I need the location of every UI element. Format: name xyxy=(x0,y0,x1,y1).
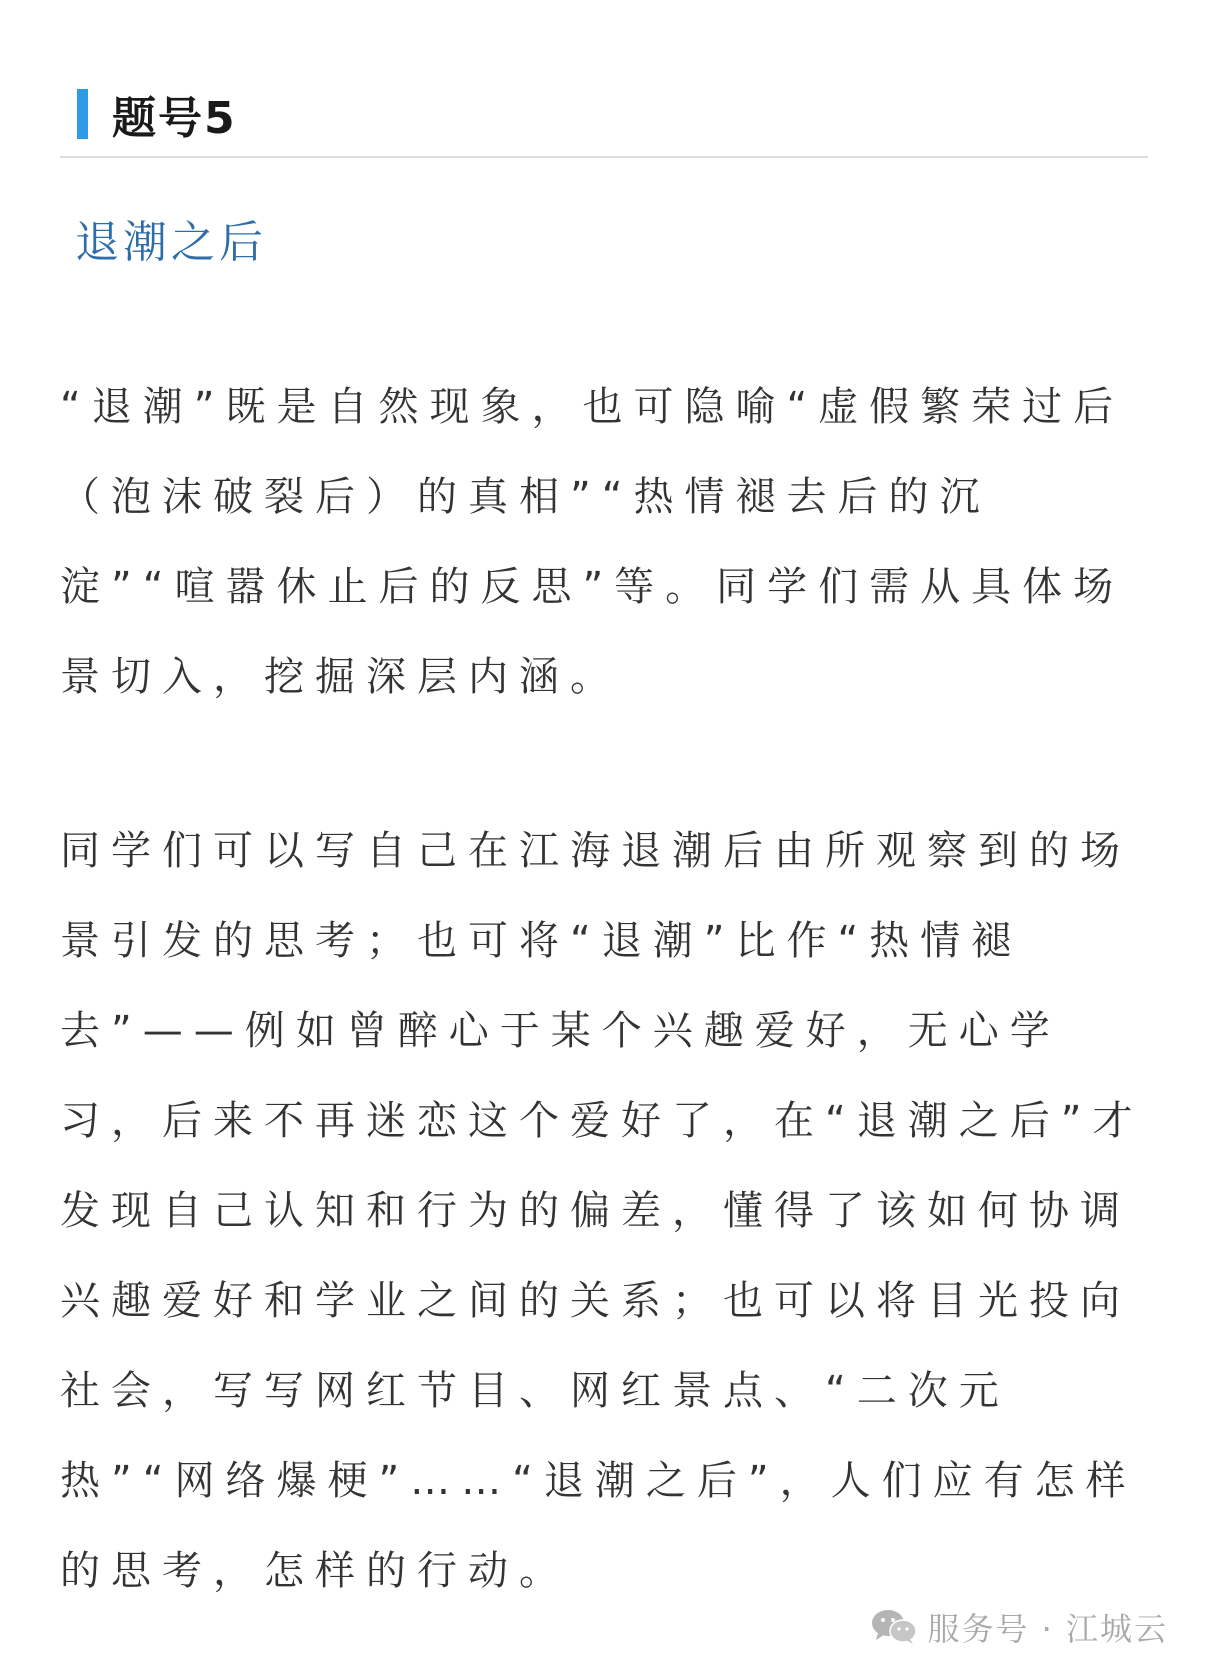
paragraph-intro: “退潮”既是自然现象，也可隐喻“虚假繁荣过后（泡沫破裂后）的真相”“热情褪去后的沉淀”“喧嚣休止后的反思”等。同学们需从具体场景切入，挖掘深层内涵。 xyxy=(60,384,1125,700)
essay-title: 退潮之后 xyxy=(75,217,267,268)
accent-bar xyxy=(77,89,88,139)
watermark-text: 服务号 · 江城云 xyxy=(927,1610,1168,1648)
wechat-icon xyxy=(871,1609,917,1645)
divider xyxy=(60,156,1148,158)
question-heading xyxy=(77,88,237,144)
paragraph-guidance: 同学们可以写自己在江海退潮后由所观察到的场景引发的思考；也可将“退潮”比作“热情褪去”——例如曾醉心于某个兴趣爱好，无心学习，后来不再迷恋这个爱好了，在“退潮之后”才发现自己认知和行为的偏差，懂得了该如何协调兴趣爱好和学业之间的关系；也可以将目光投向社会，写写网红节目、网红景点、“二次元热”“网络爆梗”……“退潮之后”，人们应有怎样的思考，怎样的行动。 xyxy=(60,828,1144,1594)
watermark xyxy=(871,1604,1168,1650)
question-number: 题号5 xyxy=(112,93,237,144)
